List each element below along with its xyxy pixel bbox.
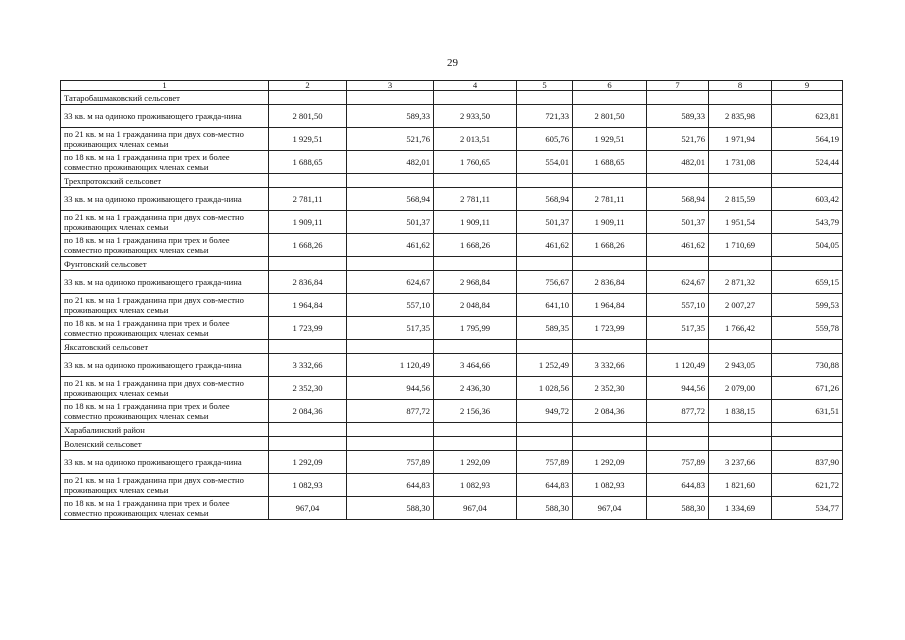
column-header: 4 <box>434 81 517 91</box>
value-cell: 501,37 <box>647 211 709 234</box>
value-cell: 2 084,36 <box>269 400 347 423</box>
value-cell: 2 156,36 <box>434 400 517 423</box>
section-row <box>61 91 843 105</box>
value-cell: 2 781,11 <box>573 188 647 211</box>
row-label: по 21 кв. м на 1 гражданина при двух сов-местно проживающих членах семьи <box>61 474 269 497</box>
value-cell: 588,30 <box>347 497 434 520</box>
value-cell: 501,37 <box>347 211 434 234</box>
empty-cell <box>434 340 517 354</box>
empty-cell <box>517 174 573 188</box>
value-cell: 521,76 <box>647 128 709 151</box>
value-cell: 504,05 <box>772 234 843 257</box>
value-cell: 1 909,11 <box>434 211 517 234</box>
value-cell: 1 723,99 <box>573 317 647 340</box>
value-cell: 1 082,93 <box>269 474 347 497</box>
value-cell: 3 237,66 <box>709 451 772 474</box>
empty-cell <box>517 423 573 437</box>
empty-cell <box>647 91 709 105</box>
value-cell: 1 688,65 <box>269 151 347 174</box>
value-cell: 944,56 <box>347 377 434 400</box>
value-cell: 501,37 <box>517 211 573 234</box>
empty-cell <box>347 340 434 354</box>
value-cell: 1 082,93 <box>573 474 647 497</box>
value-cell: 2 801,50 <box>573 105 647 128</box>
empty-cell <box>772 257 843 271</box>
column-header: 5 <box>517 81 573 91</box>
table-row <box>61 317 843 340</box>
value-cell: 517,35 <box>347 317 434 340</box>
table-row <box>61 105 843 128</box>
value-cell: 461,62 <box>347 234 434 257</box>
row-label: по 21 кв. м на 1 гражданина при двух сов-местно проживающих членах семьи <box>61 377 269 400</box>
value-cell: 967,04 <box>573 497 647 520</box>
value-cell: 644,83 <box>647 474 709 497</box>
value-cell: 2 815,59 <box>709 188 772 211</box>
value-cell: 1 292,09 <box>573 451 647 474</box>
value-cell: 1 710,69 <box>709 234 772 257</box>
value-cell: 877,72 <box>347 400 434 423</box>
value-cell: 730,88 <box>772 354 843 377</box>
section-title: Фунтовский сельсовет <box>61 257 269 271</box>
value-cell: 2 781,11 <box>269 188 347 211</box>
value-cell: 521,76 <box>347 128 434 151</box>
table-row <box>61 271 843 294</box>
value-cell: 589,35 <box>517 317 573 340</box>
value-cell: 1 731,08 <box>709 151 772 174</box>
value-cell: 1 929,51 <box>573 128 647 151</box>
value-cell: 949,72 <box>517 400 573 423</box>
value-cell: 3 332,66 <box>573 354 647 377</box>
value-cell: 568,94 <box>347 188 434 211</box>
empty-cell <box>772 340 843 354</box>
empty-cell <box>709 437 772 451</box>
empty-cell <box>434 91 517 105</box>
empty-cell <box>347 437 434 451</box>
value-cell: 2 013,51 <box>434 128 517 151</box>
value-cell: 482,01 <box>347 151 434 174</box>
value-cell: 568,94 <box>647 188 709 211</box>
value-cell: 559,78 <box>772 317 843 340</box>
table-row <box>61 451 843 474</box>
value-cell: 1 971,94 <box>709 128 772 151</box>
row-label: по 21 кв. м на 1 гражданина при двух сов-местно проживающих членах семьи <box>61 211 269 234</box>
value-cell: 721,33 <box>517 105 573 128</box>
section-row <box>61 340 843 354</box>
section-title: Харабалинский район <box>61 423 269 437</box>
value-cell: 534,77 <box>772 497 843 520</box>
value-cell: 1 668,26 <box>434 234 517 257</box>
value-cell: 2 968,84 <box>434 271 517 294</box>
value-cell: 2 836,84 <box>269 271 347 294</box>
column-header: 2 <box>269 81 347 91</box>
empty-cell <box>347 174 434 188</box>
value-cell: 524,44 <box>772 151 843 174</box>
empty-cell <box>269 423 347 437</box>
value-cell: 1 838,15 <box>709 400 772 423</box>
empty-cell <box>709 340 772 354</box>
value-cell: 631,51 <box>772 400 843 423</box>
value-cell: 671,26 <box>772 377 843 400</box>
row-label: по 21 кв. м на 1 гражданина при двух сов-местно проживающих членах семьи <box>61 128 269 151</box>
section-row <box>61 423 843 437</box>
table-row <box>61 188 843 211</box>
empty-cell <box>772 437 843 451</box>
row-label: 33 кв. м на одиноко проживающего гражда-нина <box>61 271 269 294</box>
empty-cell <box>573 91 647 105</box>
empty-cell <box>709 174 772 188</box>
value-cell: 557,10 <box>647 294 709 317</box>
empty-cell <box>573 423 647 437</box>
value-cell: 543,79 <box>772 211 843 234</box>
row-label: 33 кв. м на одиноко проживающего гражда-нина <box>61 105 269 128</box>
value-cell: 461,62 <box>647 234 709 257</box>
table-row <box>61 474 843 497</box>
section-title: Воленский сельсовет <box>61 437 269 451</box>
empty-cell <box>647 257 709 271</box>
value-cell: 757,89 <box>517 451 573 474</box>
value-cell: 588,30 <box>517 497 573 520</box>
value-cell: 589,33 <box>347 105 434 128</box>
section-row <box>61 257 843 271</box>
column-header: 8 <box>709 81 772 91</box>
value-cell: 603,42 <box>772 188 843 211</box>
value-cell: 1 120,49 <box>647 354 709 377</box>
value-cell: 2 436,30 <box>434 377 517 400</box>
value-cell: 944,56 <box>647 377 709 400</box>
value-cell: 2 781,11 <box>434 188 517 211</box>
empty-cell <box>772 174 843 188</box>
value-cell: 1 252,49 <box>517 354 573 377</box>
empty-cell <box>434 257 517 271</box>
value-cell: 564,19 <box>772 128 843 151</box>
row-label: по 18 кв. м на 1 гражданина при трех и более совместно проживающих членах семьи <box>61 497 269 520</box>
value-cell: 1 723,99 <box>269 317 347 340</box>
value-cell: 1 909,11 <box>573 211 647 234</box>
value-cell: 2 943,05 <box>709 354 772 377</box>
value-cell: 1 334,69 <box>709 497 772 520</box>
value-cell: 659,15 <box>772 271 843 294</box>
empty-cell <box>772 423 843 437</box>
value-cell: 837,90 <box>772 451 843 474</box>
value-cell: 557,10 <box>347 294 434 317</box>
empty-cell <box>347 423 434 437</box>
value-cell: 2 801,50 <box>269 105 347 128</box>
value-cell: 1 292,09 <box>434 451 517 474</box>
value-cell: 1 821,60 <box>709 474 772 497</box>
value-cell: 624,67 <box>647 271 709 294</box>
value-cell: 1 688,65 <box>573 151 647 174</box>
empty-cell <box>269 91 347 105</box>
empty-cell <box>434 174 517 188</box>
section-title: Трехпротокский сельсовет <box>61 174 269 188</box>
empty-cell <box>573 257 647 271</box>
value-cell: 1 668,26 <box>269 234 347 257</box>
column-header: 1 <box>61 81 269 91</box>
page-number: 29 <box>447 57 458 69</box>
value-cell: 641,10 <box>517 294 573 317</box>
row-label: 33 кв. м на одиноко проживающего гражда-нина <box>61 451 269 474</box>
table-row <box>61 128 843 151</box>
value-cell: 1 964,84 <box>269 294 347 317</box>
value-cell: 2 933,50 <box>434 105 517 128</box>
value-cell: 1 668,26 <box>573 234 647 257</box>
empty-cell <box>434 423 517 437</box>
value-cell: 3 464,66 <box>434 354 517 377</box>
row-label: по 21 кв. м на 1 гражданина при двух сов-местно проживающих членах семьи <box>61 294 269 317</box>
empty-cell <box>269 340 347 354</box>
table-row <box>61 294 843 317</box>
empty-cell <box>269 174 347 188</box>
value-cell: 588,30 <box>647 497 709 520</box>
row-label: по 18 кв. м на 1 гражданина при трех и более совместно проживающих членах семьи <box>61 317 269 340</box>
value-cell: 2 835,98 <box>709 105 772 128</box>
value-cell: 461,62 <box>517 234 573 257</box>
section-title: Татаробашмаковский сельсовет <box>61 91 269 105</box>
table-body <box>61 81 843 520</box>
empty-cell <box>709 423 772 437</box>
table-row <box>61 497 843 520</box>
value-cell: 517,35 <box>647 317 709 340</box>
empty-cell <box>517 91 573 105</box>
column-header: 6 <box>573 81 647 91</box>
empty-cell <box>269 257 347 271</box>
empty-cell <box>647 340 709 354</box>
row-label: по 18 кв. м на 1 гражданина при трех и более совместно проживающих членах семьи <box>61 400 269 423</box>
value-cell: 1 929,51 <box>269 128 347 151</box>
value-cell: 554,01 <box>517 151 573 174</box>
value-cell: 2 352,30 <box>573 377 647 400</box>
value-cell: 2 079,00 <box>709 377 772 400</box>
value-cell: 967,04 <box>434 497 517 520</box>
value-cell: 756,67 <box>517 271 573 294</box>
row-label: по 18 кв. м на 1 гражданина при трех и более совместно проживающих членах семьи <box>61 151 269 174</box>
value-cell: 568,94 <box>517 188 573 211</box>
value-cell: 605,76 <box>517 128 573 151</box>
value-cell: 621,72 <box>772 474 843 497</box>
value-cell: 1 951,54 <box>709 211 772 234</box>
value-cell: 1 120,49 <box>347 354 434 377</box>
value-cell: 1 909,11 <box>269 211 347 234</box>
value-cell: 757,89 <box>347 451 434 474</box>
empty-cell <box>772 91 843 105</box>
column-header: 7 <box>647 81 709 91</box>
row-label: по 18 кв. м на 1 гражданина при трех и более совместно проживающих членах семьи <box>61 234 269 257</box>
empty-cell <box>347 91 434 105</box>
value-cell: 2 871,32 <box>709 271 772 294</box>
empty-cell <box>517 437 573 451</box>
empty-cell <box>517 257 573 271</box>
empty-cell <box>647 423 709 437</box>
value-cell: 2 007,27 <box>709 294 772 317</box>
value-cell: 644,83 <box>347 474 434 497</box>
column-header: 3 <box>347 81 434 91</box>
empty-cell <box>647 174 709 188</box>
table-row <box>61 400 843 423</box>
value-cell: 2 352,30 <box>269 377 347 400</box>
empty-cell <box>709 257 772 271</box>
value-cell: 482,01 <box>647 151 709 174</box>
table-row <box>61 234 843 257</box>
table-row <box>61 377 843 400</box>
row-label: 33 кв. м на одиноко проживающего гражда-нина <box>61 354 269 377</box>
empty-cell <box>709 91 772 105</box>
empty-cell <box>573 174 647 188</box>
empty-cell <box>347 257 434 271</box>
value-cell: 2 048,84 <box>434 294 517 317</box>
value-cell: 644,83 <box>517 474 573 497</box>
value-cell: 877,72 <box>647 400 709 423</box>
section-title: Яксатовский сельсовет <box>61 340 269 354</box>
value-cell: 624,67 <box>347 271 434 294</box>
empty-cell <box>647 437 709 451</box>
value-cell: 1 082,93 <box>434 474 517 497</box>
row-label: 33 кв. м на одиноко проживающего гражда-нина <box>61 188 269 211</box>
column-header: 9 <box>772 81 843 91</box>
empty-cell <box>517 340 573 354</box>
value-cell: 599,53 <box>772 294 843 317</box>
section-row <box>61 174 843 188</box>
empty-cell <box>434 437 517 451</box>
value-cell: 3 332,66 <box>269 354 347 377</box>
value-cell: 1 964,84 <box>573 294 647 317</box>
table-row <box>61 151 843 174</box>
value-cell: 967,04 <box>269 497 347 520</box>
value-cell: 2 084,36 <box>573 400 647 423</box>
table-row <box>61 211 843 234</box>
empty-cell <box>573 340 647 354</box>
value-cell: 623,81 <box>772 105 843 128</box>
table-row <box>61 354 843 377</box>
value-cell: 757,89 <box>647 451 709 474</box>
value-cell: 1 292,09 <box>269 451 347 474</box>
empty-cell <box>269 437 347 451</box>
value-cell: 1 028,56 <box>517 377 573 400</box>
column-header-row <box>61 81 843 91</box>
value-cell: 1 766,42 <box>709 317 772 340</box>
value-cell: 2 836,84 <box>573 271 647 294</box>
value-cell: 1 760,65 <box>434 151 517 174</box>
data-table <box>60 80 843 520</box>
value-cell: 1 795,99 <box>434 317 517 340</box>
value-cell: 589,33 <box>647 105 709 128</box>
section-row <box>61 437 843 451</box>
empty-cell <box>573 437 647 451</box>
